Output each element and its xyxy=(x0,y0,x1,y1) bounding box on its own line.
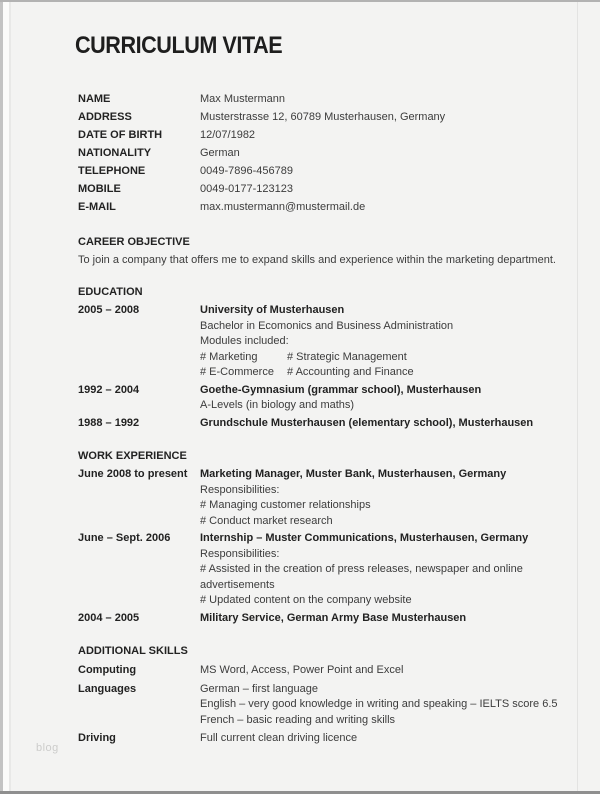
skill-detail xyxy=(200,682,584,729)
module-item: # Accounting and Finance xyxy=(287,366,414,378)
entry-title: University of Musterhausen xyxy=(200,304,345,316)
detail-row xyxy=(78,198,584,216)
personal-details-section xyxy=(78,90,584,216)
skill-line: Full current clean driving licence xyxy=(200,732,358,744)
skill-detail xyxy=(200,663,584,679)
skill-line: French – basic reading and writing skills xyxy=(200,713,396,726)
skill-line: MS Word, Access, Power Point and Excel xyxy=(200,664,404,676)
module-item: # Strategic Management xyxy=(287,350,407,363)
detail-value: Musterstrasse 12, 60789 Musterhausen, Germany xyxy=(200,111,446,123)
career-objective-section xyxy=(78,233,584,269)
entry-period: 2004 – 2005 xyxy=(78,611,140,624)
skill-line: English – very good knowledge in writing and speaking – IELTS score 6.5 xyxy=(200,698,558,710)
detail-label: NAME xyxy=(78,93,111,105)
detail-label: DATE OF BIRTH xyxy=(78,129,163,141)
entry-line: # Conduct market research xyxy=(200,514,333,527)
entry-line: Modules included: xyxy=(200,335,289,347)
entry-line: advertisements xyxy=(200,578,275,591)
skill-line: German – first language xyxy=(200,682,319,695)
detail-row xyxy=(78,90,584,108)
detail-value: German xyxy=(200,147,240,159)
detail-row xyxy=(78,126,584,144)
section-heading: ADDITIONAL SKILLS xyxy=(78,645,188,657)
additional-skills-section xyxy=(78,642,584,747)
detail-label: E-MAIL xyxy=(78,201,116,213)
entry-period: 2005 – 2008 xyxy=(78,304,140,316)
entry-detail xyxy=(200,611,584,627)
entry-line: # Managing customer relationships xyxy=(200,499,371,511)
work-entry xyxy=(78,611,584,627)
entry-period: 1988 – 1992 xyxy=(78,416,140,429)
career-objective-text: To join a company that offers me to expand skills and experience within the marketing department. xyxy=(78,254,556,266)
entry-line: # Assisted in the creation of press releases, newspaper and online xyxy=(200,563,523,575)
watermark: blog xyxy=(36,742,59,754)
entry-line: Responsibilities: xyxy=(200,483,280,496)
detail-value: 0049-0177-123123 xyxy=(200,183,293,195)
section-heading: CAREER OBJECTIVE xyxy=(78,236,190,248)
entry-detail xyxy=(200,467,584,529)
detail-row xyxy=(78,108,584,126)
entry-detail xyxy=(200,531,584,609)
work-experience-section xyxy=(78,447,584,626)
section-heading: WORK EXPERIENCE xyxy=(78,450,187,462)
skill-label: Languages xyxy=(78,682,137,695)
detail-label: TELEPHONE xyxy=(78,165,146,177)
page-title: CURRICULUM VITAE xyxy=(75,32,283,59)
education-section xyxy=(78,283,584,431)
detail-value: 0049-7896-456789 xyxy=(200,165,293,177)
skill-row xyxy=(78,731,584,747)
skill-label: Computing xyxy=(78,664,137,676)
entry-title: Grundschule Musterhausen (elementary school), Musterhausen xyxy=(200,416,534,429)
entry-period: 1992 – 2004 xyxy=(78,383,140,396)
entry-title: Goethe-Gymnasium (grammar school), Musterhausen xyxy=(200,383,482,396)
education-entry xyxy=(78,416,584,432)
detail-value: 12/07/1982 xyxy=(200,129,256,141)
entry-title: Marketing Manager, Muster Bank, Musterhausen, Germany xyxy=(200,468,507,480)
work-entry xyxy=(78,467,584,529)
module-item: # Marketing xyxy=(200,350,258,363)
detail-row xyxy=(78,162,584,180)
skill-label: Driving xyxy=(78,732,116,744)
entry-title: Internship – Muster Communications, Musterhausen, Germany xyxy=(200,532,529,544)
detail-row xyxy=(78,144,584,162)
entry-line: # Updated content on the company website xyxy=(200,594,412,606)
entry-title: Military Service, German Army Base Musterhausen xyxy=(200,611,467,624)
detail-value: max.mustermann@mustermail.de xyxy=(200,201,366,213)
entry-detail xyxy=(200,416,584,432)
education-entry xyxy=(78,303,584,381)
entry-period: June – Sept. 2006 xyxy=(78,532,171,544)
module-item: # E-Commerce xyxy=(200,366,274,378)
detail-value: Max Mustermann xyxy=(200,93,285,105)
education-entry xyxy=(78,383,584,414)
entry-detail xyxy=(200,383,584,414)
detail-label: ADDRESS xyxy=(78,111,132,123)
entry-line: Bachelor in Ecomonics and Business Administration xyxy=(200,319,454,332)
work-entry xyxy=(78,531,584,609)
skill-detail xyxy=(200,731,584,747)
entry-detail xyxy=(200,303,584,381)
section-heading: EDUCATION xyxy=(78,286,143,298)
entry-line: A-Levels (in biology and maths) xyxy=(200,399,355,411)
skill-row xyxy=(78,663,584,679)
entry-line xyxy=(200,350,584,366)
cv-content xyxy=(0,2,600,747)
detail-label: MOBILE xyxy=(78,183,121,195)
entry-line xyxy=(200,365,584,381)
detail-label: NATIONALITY xyxy=(78,147,152,159)
skill-row xyxy=(78,682,584,729)
detail-row xyxy=(78,180,584,198)
entry-line: Responsibilities: xyxy=(200,547,280,560)
entry-period: June 2008 to present xyxy=(78,468,188,480)
